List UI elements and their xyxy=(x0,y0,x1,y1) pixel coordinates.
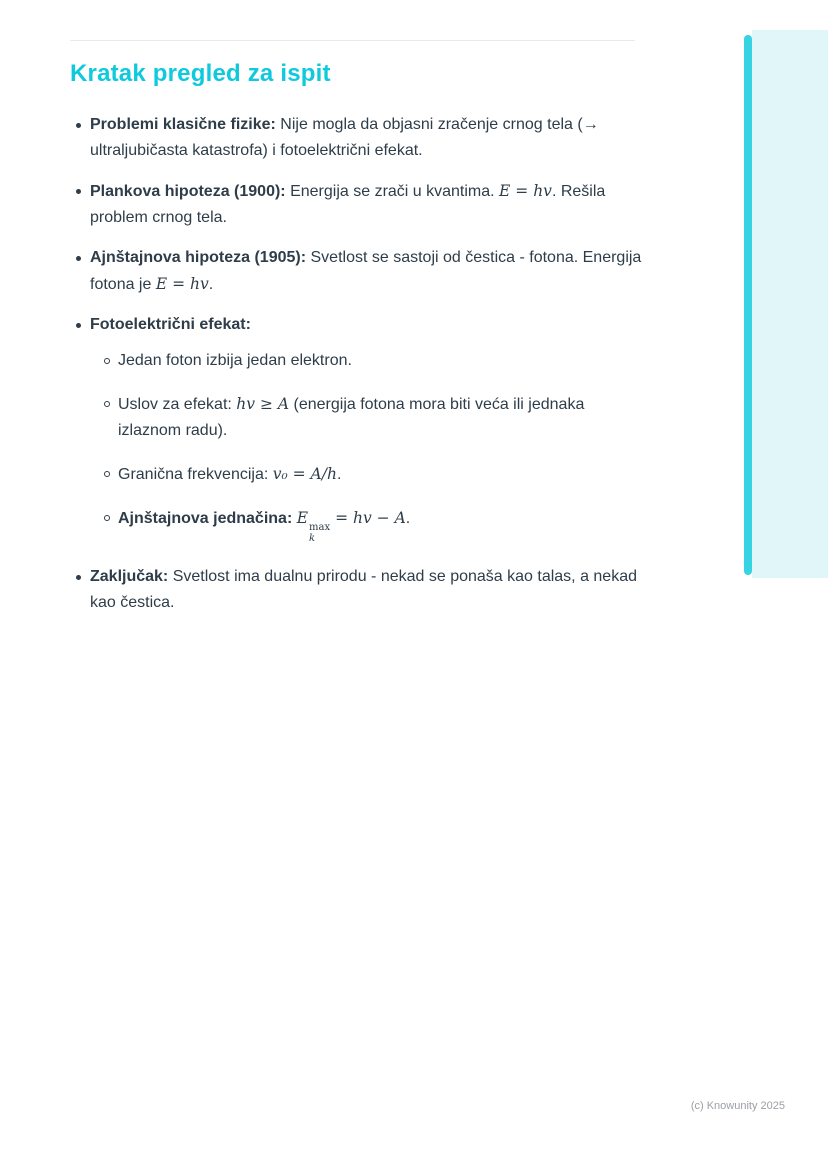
math-formula: hv ≥ A xyxy=(236,395,290,413)
math-subscript: k xyxy=(309,532,316,544)
bullet-dot-icon xyxy=(76,256,81,261)
list-item xyxy=(70,564,642,616)
math-formula xyxy=(296,509,406,544)
math-rest: = hv − A xyxy=(330,509,406,527)
sub-list-item xyxy=(98,505,642,544)
accent-bar xyxy=(744,35,752,575)
item-body: . xyxy=(208,276,214,293)
item-body: Energija se zrači u kvantima. xyxy=(285,183,500,200)
item-lead: Ajnštajnova hipoteza (1905): xyxy=(90,249,307,266)
sub-item-text xyxy=(118,505,642,544)
item-body: Uslov za efekat: xyxy=(118,396,237,413)
item-body: Nije mogla da objasni zračenje crnog tela (→ ultraljubičasta katastrofa) i fotoelektrični efekat. xyxy=(90,116,599,159)
item-body: (energija fotona mora biti veća ili jednaka izlaznom radu). xyxy=(118,396,585,439)
list-item xyxy=(70,245,642,298)
list-item xyxy=(70,312,642,544)
sub-list-item xyxy=(98,391,642,444)
sub-bullet-marker xyxy=(98,391,118,444)
top-divider xyxy=(70,40,635,41)
bullet-dot-icon xyxy=(76,575,81,580)
math-sub-sup xyxy=(309,523,330,544)
footer-credit: (c) Knowunity 2025 xyxy=(690,1100,785,1112)
item-lead: Ajnštajnova jednačina: xyxy=(118,510,297,527)
bullet-marker xyxy=(70,312,90,544)
list-item-text xyxy=(90,112,642,164)
list-item-text xyxy=(90,564,642,616)
item-body: . xyxy=(405,510,411,527)
list-item-text xyxy=(90,312,642,544)
item-lead: Problemi klasične fizike: xyxy=(90,116,276,133)
math-formula: E = hv xyxy=(499,182,552,200)
math-superscript: max xyxy=(309,522,331,533)
bullet-circle-icon xyxy=(104,358,110,364)
sub-list-item xyxy=(98,461,642,488)
bullet-circle-icon xyxy=(104,471,110,477)
bullet-dot-icon xyxy=(76,323,81,328)
item-body: Jedan foton izbija jedan elektron. xyxy=(118,352,352,369)
bullet-circle-icon xyxy=(104,401,110,407)
bullet-marker xyxy=(70,178,90,231)
bullet-marker xyxy=(70,112,90,164)
list-item-text xyxy=(90,245,642,298)
list-item xyxy=(70,112,642,164)
sub-item-text xyxy=(118,391,642,444)
bullet-marker xyxy=(70,564,90,616)
sub-bullet-list xyxy=(90,348,642,544)
bullet-marker xyxy=(70,245,90,298)
bullet-dot-icon xyxy=(76,189,81,194)
sub-bullet-marker xyxy=(98,461,118,488)
item-body: Svetlost ima dualnu prirodu - nekad se ponaša kao talas, a nekad kao čestica. xyxy=(90,568,637,611)
list-item-text xyxy=(90,178,642,231)
list-item xyxy=(70,178,642,231)
sub-list-item xyxy=(98,348,642,374)
sub-item-text xyxy=(118,461,642,488)
bullet-circle-icon xyxy=(104,515,110,521)
math-formula: v₀ = A/h xyxy=(272,465,337,483)
bullet-dot-icon xyxy=(76,123,81,128)
bullet-list xyxy=(70,112,642,616)
document-content xyxy=(70,60,642,630)
side-panel xyxy=(752,30,828,578)
item-body: Granična frekvencija: xyxy=(118,466,273,483)
sub-bullet-marker xyxy=(98,348,118,374)
item-lead: Plankova hipoteza (1900): xyxy=(90,183,286,200)
item-lead: Fotoelektrični efekat: xyxy=(90,316,251,333)
math-base: E xyxy=(296,509,309,527)
item-body: . xyxy=(336,466,342,483)
math-formula: E = hv xyxy=(155,275,209,293)
sub-item-text xyxy=(118,348,642,374)
sub-bullet-marker xyxy=(98,505,118,544)
item-body: . Rešila problem crnog tela. xyxy=(90,183,606,226)
item-lead: Zaključak: xyxy=(90,568,169,585)
item-body: Svetlost se sastoji od čestica - fotona. Energija fotona je xyxy=(90,249,642,293)
page-title: Kratak pregled za ispit xyxy=(70,60,331,87)
